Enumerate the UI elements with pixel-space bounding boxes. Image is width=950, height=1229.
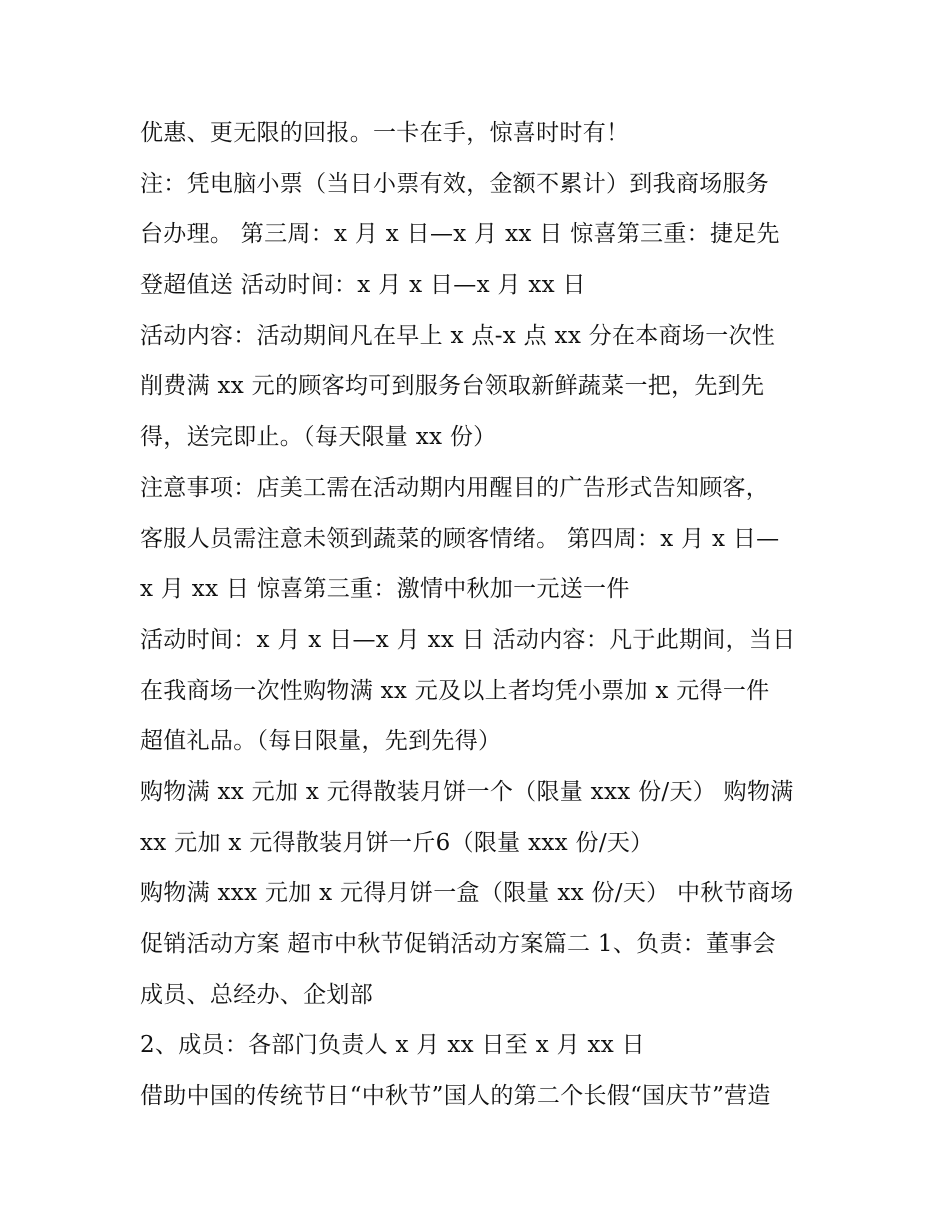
text-line: 注：凭电脑小票（当日小票有效，金额不累计）到我商场服务 — [140, 170, 770, 197]
text-line: 削费满 xx 元的顾客均可到服务台领取新鲜蔬菜一把，先到先 — [140, 373, 765, 400]
text-line: 优惠、更无限的回报。一卡在手，惊喜时时有！ — [140, 120, 630, 146]
text-line: xx 元加 x 元得散装月饼一斤6（限量 xxx 份/天） — [140, 829, 654, 856]
text-line: 成员、总经办、企划部 — [140, 981, 373, 1008]
text-line: 超值礼品。（每日限量，先到先得） — [140, 728, 502, 755]
text-line: x 月 xx 日 惊喜第三重：激情中秋加一元送一件 — [140, 576, 630, 603]
text-line: 活动内容：活动期间凡在早上 x 点-x 点 xx 分在本商场一次性 — [140, 322, 776, 349]
text-line: 促销活动方案 超市中秋节促销活动方案篇二 1、负责：董事会 — [140, 931, 776, 957]
text-line: 客服人员需注意未领到蔬菜的顾客情绪。 第四周：x 月 x 日— — [140, 525, 780, 552]
text-line: 注意事项：店美工需在活动期内用醒目的广告形式告知顾客， — [140, 474, 770, 501]
document-body — [140, 108, 820, 1122]
text-line: 购物满 xx 元加 x 元得散装月饼一个（限量 xxx 份/天） 购物满 — [140, 778, 794, 805]
text-line: 登超值送 活动时间：x 月 x 日—x 月 xx 日 — [140, 272, 586, 299]
text-line: 台办理。 第三周：x 月 x 日—x 月 xx 日 惊喜第三重：捷足先 — [140, 221, 780, 248]
text-line: 活动时间：x 月 x 日—x 月 xx 日 活动内容：凡于此期间，当日 — [140, 626, 796, 653]
text-line: 购物满 xxx 元加 x 元得月饼一盒（限量 xx 份/天） 中秋节商场 — [140, 880, 794, 907]
text-line: 借助中国的传统节日“中秋节”国人的第二个长假“国庆节”营造 — [140, 1083, 771, 1110]
text-line: 在我商场一次性购物满 xx 元及以上者均凭小票加 x 元得一件 — [140, 677, 770, 704]
text-line: 2、成员：各部门负责人 x 月 xx 日至 x 月 xx 日 — [140, 1032, 645, 1059]
text-line: 得，送完即止。（每天限量 xx 份） — [140, 424, 497, 451]
